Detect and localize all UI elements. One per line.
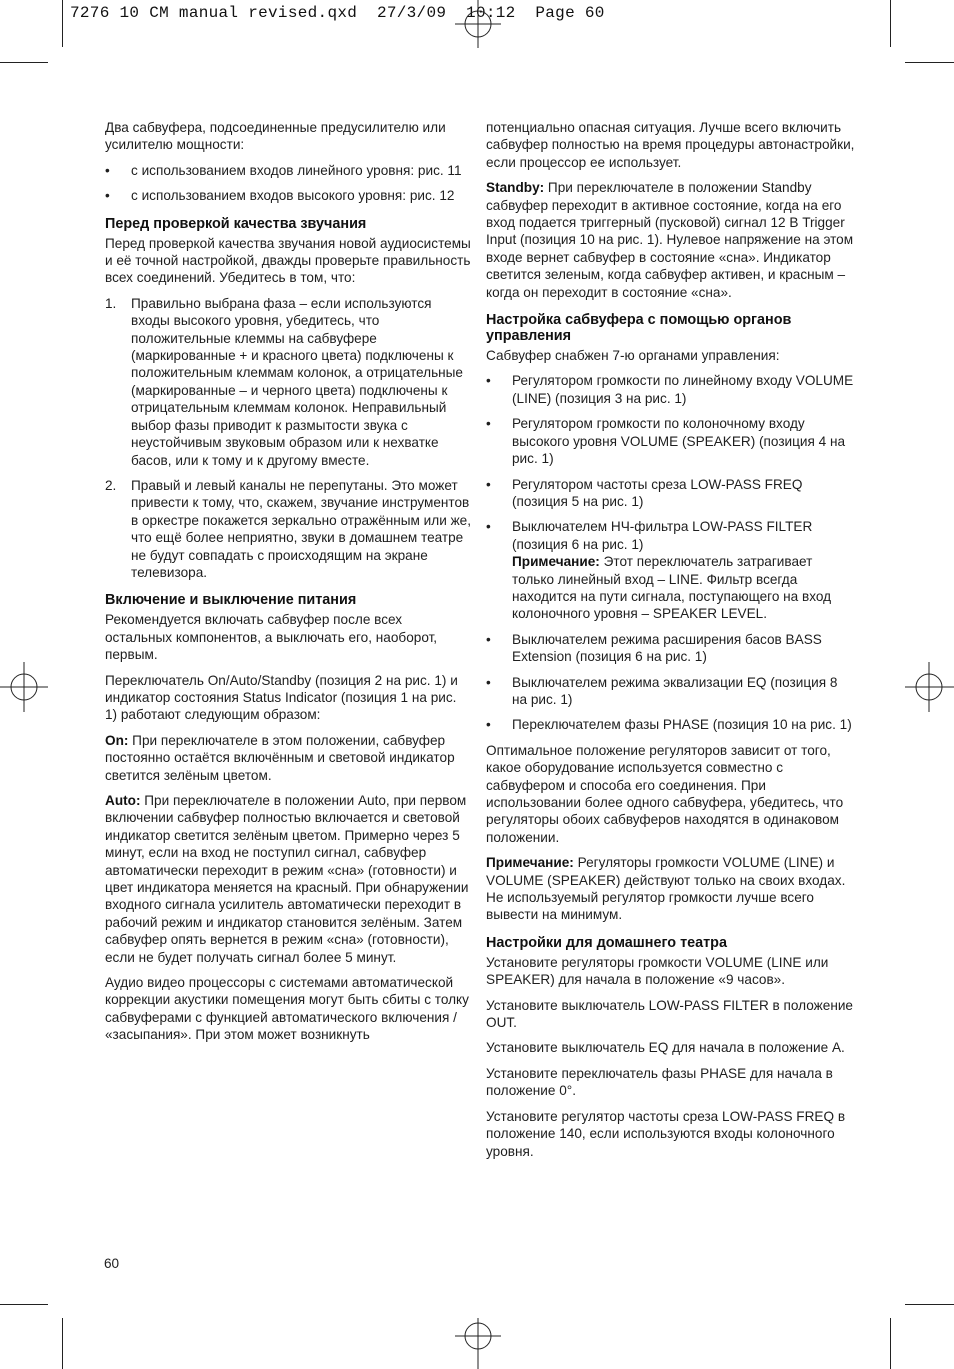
section-heading-theatre: Настройки для домашнего театра	[486, 934, 727, 951]
bullet: •	[486, 416, 491, 432]
list-item: • Регулятором громкости по линейному входу VOLUME (LINE) (позиция 3 на рис. 1)	[486, 373, 854, 406]
printer-slug: 7276 10 CM manual revised.qxd 27/3/09 10:12 Page 60	[70, 4, 605, 22]
bullet: •	[486, 519, 491, 535]
bullet: •	[486, 674, 491, 690]
check-numbered-list	[105, 295, 471, 582]
list-item: • Выключателем режима расширения басов BASS Extension (позиция 6 на рис. 1)	[486, 631, 822, 665]
intro-paragraph: Два сабвуфера, подсоединенные предусилителю или усилителю мощности:	[105, 120, 446, 153]
list-item: • Регулятором частоты среза LOW-PASS FREQ (позиция 5 на рис. 1)	[486, 476, 803, 509]
crop-mark	[890, 0, 891, 47]
theatre-paragraph: Установите регуляторы громкости VOLUME (LINE или SPEAKER) для начала в положение «9 часов».	[486, 954, 829, 988]
registration-mark-bottom	[455, 1318, 501, 1369]
power-paragraph: Рекомендуется включать сабвуфер после всех остальных компонентов, а выключать его, наоборот, первым.	[105, 612, 438, 663]
list-item: • Переключателем фазы PHASE (позиция 10 на рис. 1)	[486, 717, 852, 733]
section-heading-power: Включение и выключение питания	[105, 592, 357, 609]
auto-mode-paragraph: Auto: При переключателе в положении Auto, при первом включении сабвуфер полностью включается и световой индикатор светится зелёным цветом. Примерно через 5 минут, если на вход не поступил сигнал, сабвуфер автоматически переходит в режим «сна» (готовности) и цвет индикатора меняется на красный. При обнаружении входного сигнала усилитель автоматически переходит в рабочий режим и индикатор становится зелёным. Затем сабвуфер опять вернется в режим «сна» (готовности), если не будет получать сигнал более 5 минут.	[105, 793, 469, 965]
standby-mode-paragraph: Standby: При переключателе в положении Standby сабвуфер переходит в активное состояние, когда на его вход подается триггерный (пусковой) сигнал 12 В Trigger Input (позиция 10 на рис. 1). Нулевое напряжение на этом входе вернет сабвуфер в состояние «сна». Индикатор светится зеленым, когда сабвуфер активен, и красным – когда он переходит в состояние «сна».	[486, 180, 854, 300]
section-heading-check: Перед проверкой качества звучания	[105, 215, 367, 232]
list-item: 1. Правильно выбрана фаза – если используются входы высокого уровня, убедитесь, что положительные клеммы на сабвуфере (маркированные + и красного цвета) подключены к положительным клеммам колонок, а отрицательные (маркированные – и черного цвета) подключены к отрицательным клеммам колонок. Неправильный выбор фазы приводит к размытости звука с неустойчивым звуковым образом или к нехватке басов, или к тому и к другому вместе.	[105, 295, 463, 468]
right-column	[486, 119, 856, 1168]
bullet: •	[486, 476, 491, 492]
crop-mark	[0, 1304, 48, 1305]
bullet: •	[486, 631, 491, 647]
note-label: Примечание:	[486, 855, 574, 871]
bullet: •	[486, 373, 491, 389]
theatre-paragraph: Установите выключатель LOW-PASS FILTER в положение OUT.	[486, 997, 853, 1031]
optimal-position-paragraph: Оптимальное положение регуляторов зависит от того, какое оборудование используется совместно с сабвуфером и способа его соединения. При использовании более одного сабвуфера, убедитесь, что регуляторы обоих сабвуферов находятся в одинаковом положении.	[486, 742, 844, 845]
crop-mark	[0, 62, 48, 63]
list-item: • Регулятором громкости по колоночному входу высокого уровня VOLUME (SPEAKER) (позиция 4 на рис. 1)	[486, 416, 846, 467]
item-number: 2.	[105, 477, 117, 493]
bullet: •	[486, 717, 491, 733]
crop-mark	[62, 1318, 63, 1369]
registration-mark-right	[905, 662, 954, 712]
page-number: 60	[104, 1256, 120, 1271]
registration-mark-top	[455, 0, 501, 48]
av-processor-paragraph: Аудио видео процессоры с системами автоматической коррекции акустики помещения могут быть сбиты с толку сабвуферами с функцией автоматического включения / «засыпания». При этом может возникнуть	[105, 975, 469, 1043]
crop-mark	[905, 1304, 954, 1305]
bullet: •	[105, 188, 110, 204]
theatre-paragraph: Установите выключатель EQ для начала в положение A.	[486, 1040, 845, 1056]
bullet: •	[105, 162, 110, 178]
left-column	[105, 119, 471, 1052]
controls-intro: Сабвуфер снабжен 7-ю органами управления:	[486, 348, 780, 364]
section-heading-controls: Настройка сабвуфера с помощью органов управления	[486, 312, 792, 345]
theatre-paragraph: Установите регулятор частоты среза LOW-PASS FREQ в положение 140, если используются входы колоночного уровня.	[486, 1108, 846, 1159]
switch-paragraph: Переключатель On/Auto/Standby (позиция 2 на рис. 1) и индикатор состояния Status Indicator (позиция 1 на рис. 1) работают следующим образом:	[105, 672, 458, 723]
crop-mark	[905, 62, 954, 63]
list-item: • Выключателем НЧ-фильтра LOW-PASS FILTER (позиция 6 на рис. 1) Примечание: Этот переключатель затрагивает только линейный вход – LINE. Фильтр всегда находится на пути сигнала, поступающего на вход колоночного уровня – SPEAKER LEVEL.	[486, 519, 832, 622]
volume-note-paragraph: Примечание: Регуляторы громкости VOLUME (LINE) и VOLUME (SPEAKER) действуют только на своих входах. Не используемый регулятор громкости лучше всего вывести на минимум.	[486, 855, 846, 923]
list-item: • с использованием входов высокого уровня: рис. 12	[105, 188, 455, 204]
registration-mark-left	[0, 662, 48, 712]
continued-paragraph: потенциально опасная ситуация. Лучше всего включить сабвуфер полностью на время процедуры автонастройки, если процессор ее использует.	[486, 120, 855, 170]
crop-mark	[62, 0, 63, 47]
standby-label: Standby:	[486, 180, 545, 196]
list-item: • Выключателем режима эквализации EQ (позиция 8 на рис. 1)	[486, 674, 838, 707]
controls-bullet-list	[486, 372, 856, 733]
list-item: • с использованием входов линейного уровня: рис. 11	[105, 162, 462, 178]
intro-bullet-list	[105, 162, 471, 205]
filter-note-label: Примечание:	[512, 554, 600, 570]
on-mode-paragraph: On: При переключателе в этом положении, сабвуфер постоянно остаётся включённым и световой индикатор светится зелёным цветом.	[105, 732, 455, 783]
crop-mark	[890, 1318, 891, 1369]
check-paragraph: Перед проверкой качества звучания новой аудиосистемы и её точной настройкой, дважды проверьте правильность всех соединений. Убедитесь в том, что:	[105, 235, 471, 286]
auto-label: Auto:	[105, 793, 141, 808]
theatre-paragraph: Установите переключатель фазы PHASE для начала в положение 0°.	[486, 1065, 833, 1099]
item-number: 1.	[105, 295, 117, 311]
on-label: On:	[105, 732, 129, 748]
list-item: 2. Правый и левый каналы не перепутаны. Это может привести к тому, что, скажем, звучание инструментов в оркестре покажется зеркально отражённым или же, что ещё более неприятно, звуки в домашнем театре не будут совпадать с происходящим на экране телевизора.	[105, 477, 471, 580]
